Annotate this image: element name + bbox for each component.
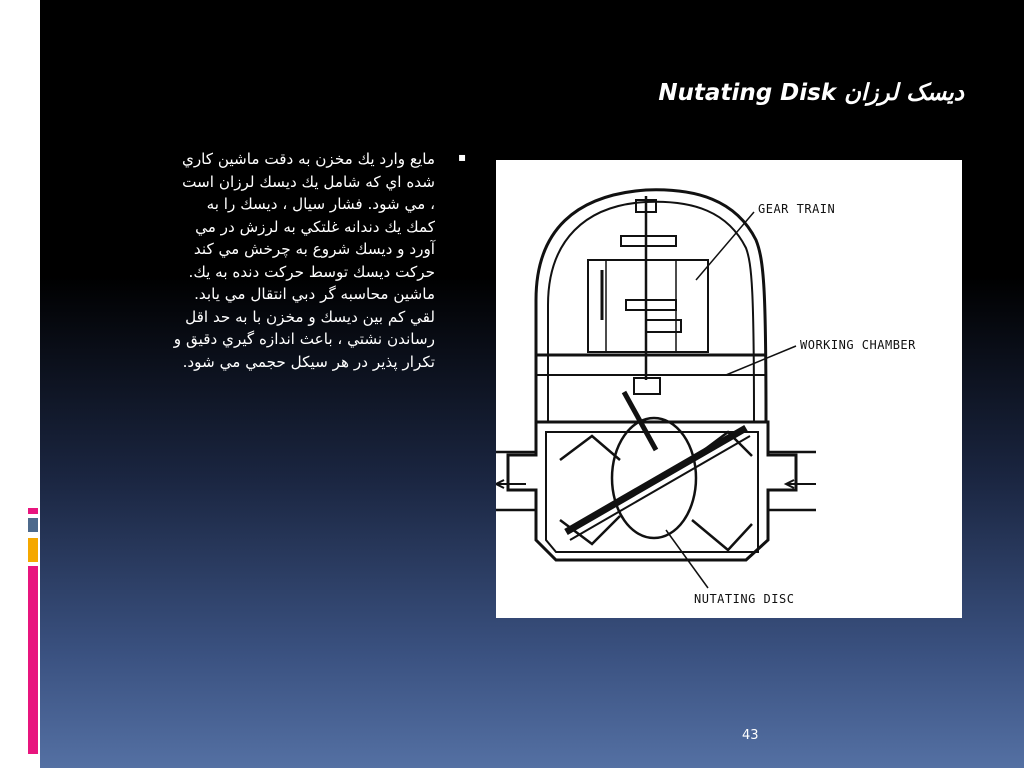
body-line: آورد و ديسك شروع به چرخش مي كند bbox=[193, 240, 435, 258]
bullet-marker: ▪ bbox=[458, 150, 467, 164]
body-line: كمك يك دندانه غلتكي به لرزش در مي bbox=[195, 217, 435, 236]
page-number: 43 bbox=[742, 728, 759, 743]
deco-bar-pink-long bbox=[28, 566, 38, 754]
nutating-disk-diagram bbox=[496, 160, 962, 618]
label-working-chamber: WORKING CHAMBER bbox=[800, 338, 916, 352]
deco-bar-slate bbox=[28, 518, 38, 532]
body-line: ماشين محاسبه گر دبي انتقال مي يابد. bbox=[194, 285, 435, 303]
body-line: تكرار پذير در هر سيكل حجمي مي شود. bbox=[182, 352, 435, 371]
body-line: رساندن نشتي ، باعث اندازه گيري دقيق و bbox=[173, 330, 435, 348]
deco-bar-orange bbox=[28, 538, 38, 562]
body-line: مايع وارد يك مخزن به دقت ماشين كاري bbox=[181, 150, 435, 168]
label-nutating-disc: NUTATING DISC bbox=[694, 592, 795, 606]
slide-title bbox=[560, 80, 964, 106]
body-line: ، مي شود. فشار سيال ، ديسك را به bbox=[206, 195, 435, 213]
title-latin: Nutating Disk bbox=[658, 80, 837, 106]
decorative-bars bbox=[28, 0, 40, 768]
body-line: حركت ديسك توسط حركت دنده به يك. bbox=[188, 262, 435, 281]
label-gear-train: GEAR TRAIN bbox=[758, 202, 836, 216]
body-text bbox=[70, 148, 435, 373]
title-rtl: ديسک لرزان bbox=[844, 80, 964, 106]
deco-bar-pink-top bbox=[28, 508, 38, 514]
body-line: لقي كم بين ديسك و مخزن با به حد اقل bbox=[185, 307, 435, 326]
diagram-drawing bbox=[496, 160, 962, 618]
body-line: شده اي كه شامل يك ديسك لرزان است bbox=[182, 172, 435, 191]
